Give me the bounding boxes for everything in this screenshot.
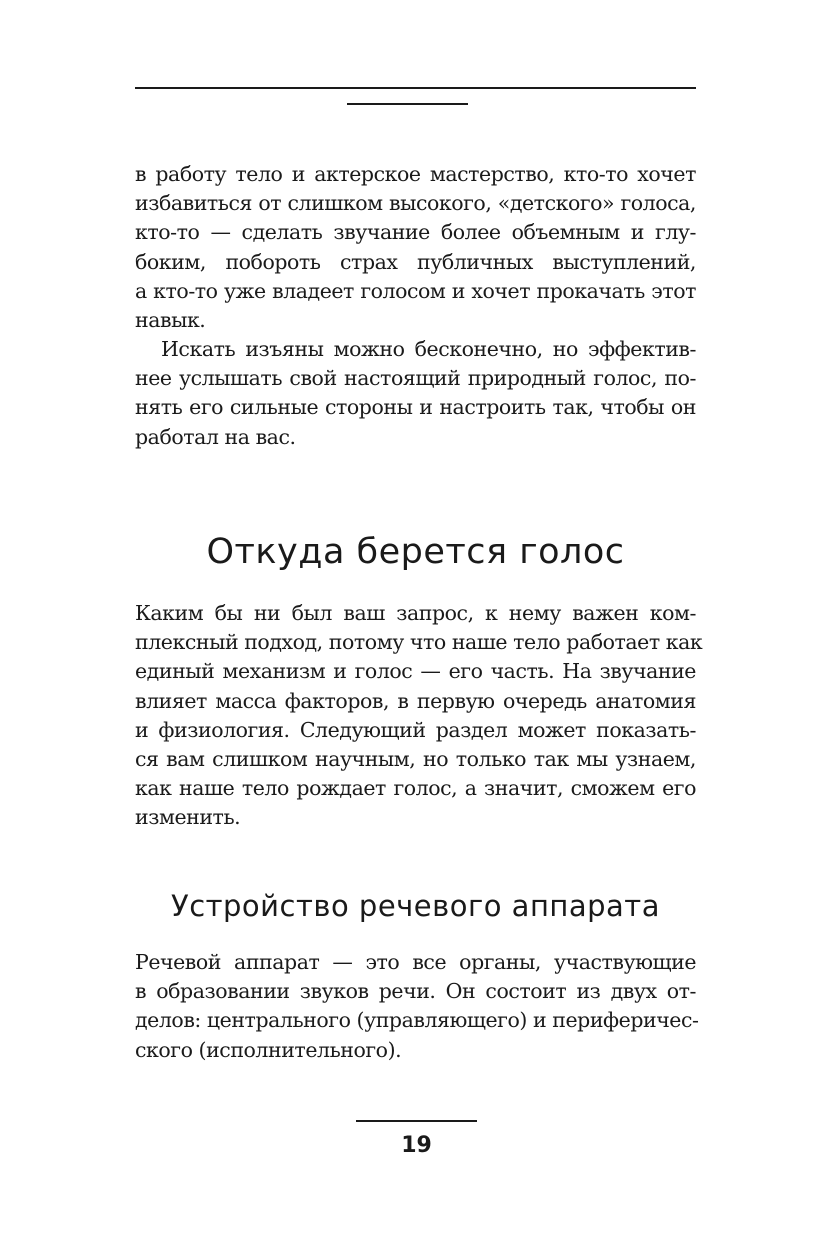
- paragraph-4: [135, 948, 699, 1065]
- paragraph-line: в работу тело и актерское мастерство, кто-то хочет: [135, 162, 696, 186]
- paragraph-line: избавиться от слишком высокого, «детского» голоса,: [135, 191, 696, 216]
- header-rule-short: [347, 103, 468, 105]
- paragraph-3: [135, 599, 703, 833]
- paragraph-line: влияет масса факторов, в первую очередь анатомия: [135, 688, 696, 713]
- subsection-heading: Устройство речевого аппарата: [171, 889, 660, 923]
- paragraph-line: как наше тело рождает голос, а значит, сможем его: [135, 776, 696, 801]
- header-rule-long: [135, 87, 696, 89]
- paragraph-line: плексный подход, потому что наше тело работает как: [135, 630, 703, 655]
- paragraph-line: Искать изъяны можно бесконечно, но эффектив-: [161, 337, 696, 361]
- paragraph-line: и физиология. Следующий раздел может показать-: [135, 717, 696, 742]
- paragraph-2: [135, 335, 696, 452]
- paragraph-line: делов: центрального (управляющего) и периферичес-: [135, 1008, 699, 1033]
- paragraph-line: единый механизм и голос — его часть. На звучание: [135, 659, 696, 684]
- paragraph-line: работал на вас.: [135, 424, 296, 449]
- paragraph-line: Каким бы ни был ваш запрос, к нему важен ком-: [135, 601, 696, 625]
- paragraph-line: Речевой аппарат — это все органы, участвующие: [135, 950, 696, 974]
- paragraph-line: нее услышать свой настоящий природный голос, по-: [135, 366, 696, 391]
- page-number: 19: [401, 1133, 432, 1158]
- paragraph-line: изменить.: [135, 805, 241, 830]
- paragraph-line: боким, побороть страх публичных выступлений,: [135, 249, 696, 274]
- paragraph-line: а кто-то уже владеет голосом и хочет прокачать этот: [135, 278, 696, 303]
- paragraph-line: ся вам слишком научным, но только так мы узнаем,: [135, 746, 696, 771]
- section-heading: Откуда берется голос: [206, 532, 625, 572]
- paragraph-1: [135, 160, 696, 335]
- paragraph-line: в образовании звуков речи. Он состоит из двух от-: [135, 979, 696, 1004]
- paragraph-line: навык.: [135, 307, 206, 332]
- paragraph-line: кто-то — сделать звучание более объемным и глу-: [135, 220, 696, 245]
- paragraph-line: ского (исполнительного).: [135, 1037, 402, 1062]
- footer-rule: [356, 1120, 477, 1122]
- paragraph-line: нять его сильные стороны и настроить так, чтобы он: [135, 395, 696, 420]
